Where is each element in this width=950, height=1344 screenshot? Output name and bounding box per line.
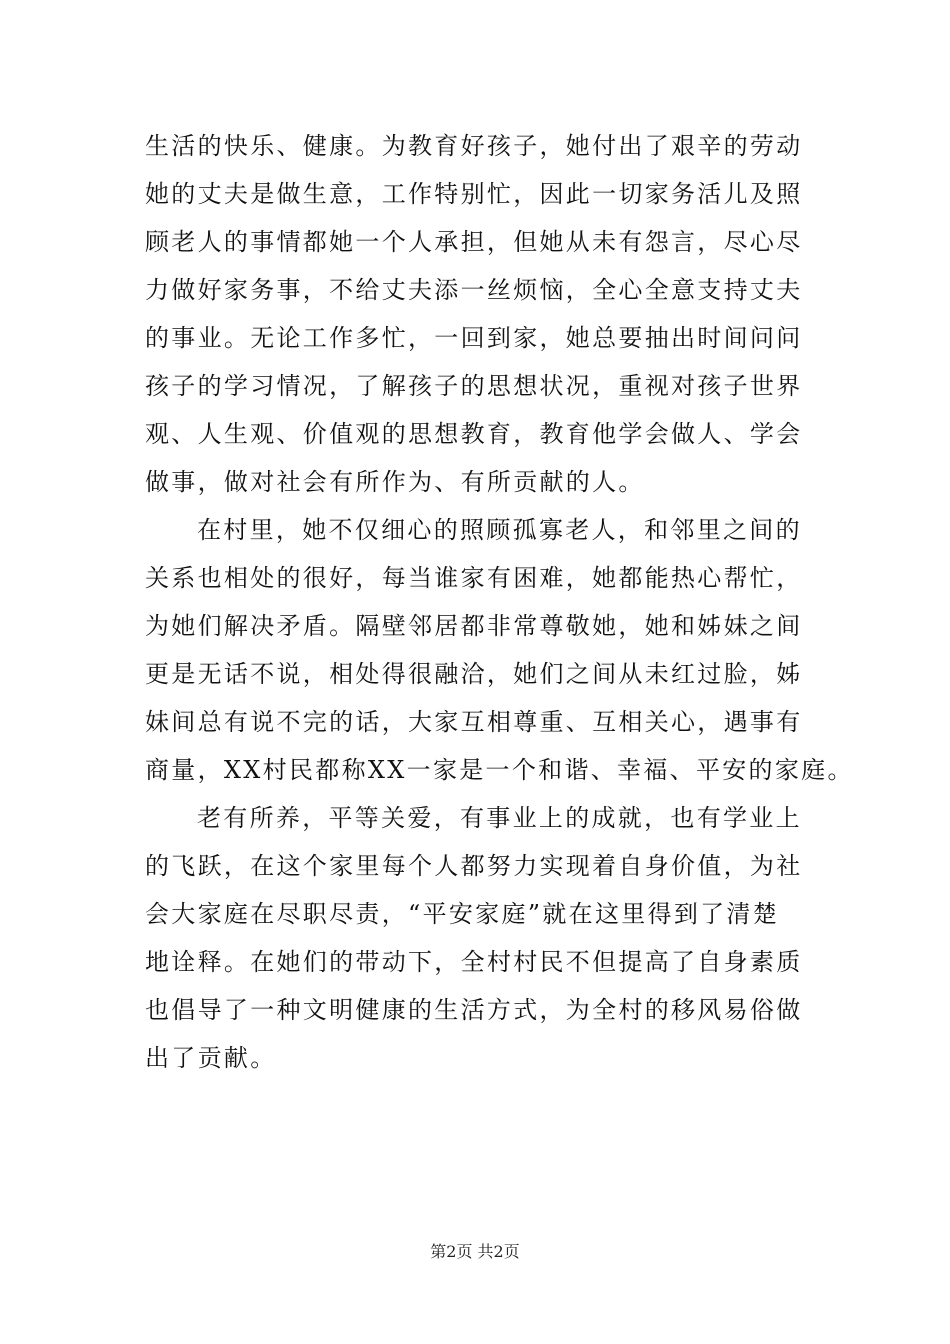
text-line: 观、人生观、价值观的思想教育，教育他学会做人、学会 [145,420,803,448]
body-text [145,122,854,1082]
text-line: 地诠释。在她们的带动下，全村村民不但提高了自身素质 [145,948,803,976]
paragraph-start-line: 在村里，她不仅细心的照顾孤寡老人，和邻里之间的 [197,516,802,544]
text-line: 商量，XX村民都称XX一家是一个和谐、幸福、平安的家庭。 [145,756,854,784]
text-line: 出了贡献。 [145,1044,277,1072]
page-footer: 第2页 共2页 [430,1242,520,1261]
text-line: 生活的快乐、健康。为教育好孩子，她付出了艰辛的劳动 [145,132,803,160]
text-line: 会大家庭在尽职尽责，“平安家庭”就在这里得到了清楚 [145,900,780,928]
text-line: 孩子的学习情况，了解孩子的思想状况，重视对孩子世界 [145,372,803,400]
text-line: 关系也相处的很好，每当谁家有困难，她都能热心帮忙， [145,564,803,592]
text-line: 妹间总有说不完的话，大家互相尊重、互相关心，遇事有 [145,708,803,736]
text-line: 力做好家务事，不给丈夫添一丝烦恼，全心全意支持丈夫 [145,276,803,304]
text-line: 为她们解决矛盾。隔壁邻居都非常尊敬她，她和姊妹之间 [145,612,803,640]
text-line: 的飞跃，在这个家里每个人都努力实现着自身价值，为社 [145,852,803,880]
text-line: 顾老人的事情都她一个人承担，但她从未有怨言，尽心尽 [145,228,803,256]
text-line: 也倡导了一种文明健康的生活方式，为全村的移风易俗做 [145,996,803,1024]
text-line: 更是无话不说，相处得很融洽，她们之间从未红过脸，姊 [145,660,803,688]
text-line: 的事业。无论工作多忙，一回到家，她总要抽出时间问问 [145,324,803,352]
text-line: 做事，做对社会有所作为、有所贡献的人。 [145,468,645,496]
paragraph-start-line: 老有所养，平等关爱，有事业上的成就，也有学业上 [197,804,802,832]
text-line: 她的丈夫是做生意，工作特别忙，因此一切家务活儿及照 [145,180,803,208]
